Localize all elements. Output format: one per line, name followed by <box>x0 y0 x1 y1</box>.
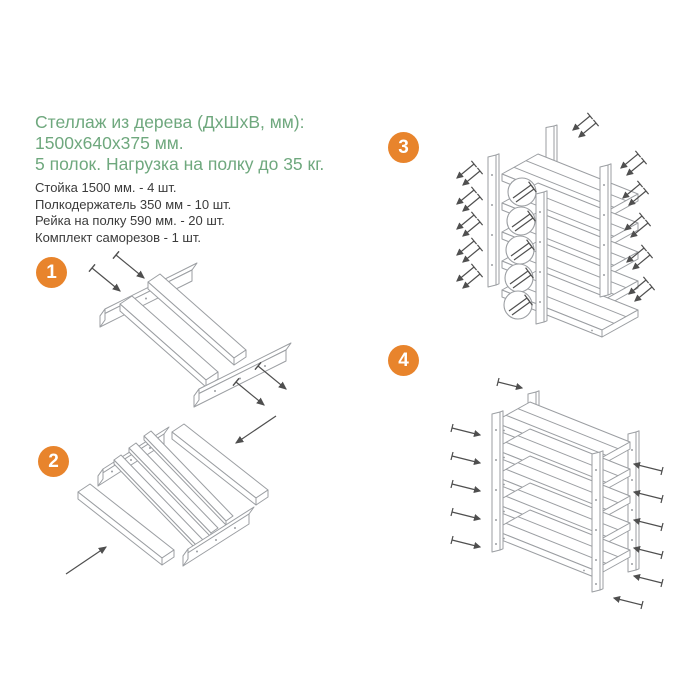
magnifier-circle <box>507 207 535 235</box>
parts-list-item-screws: Комплект саморезов - 1 шт. <box>35 229 201 245</box>
step-4-number-badge: 4 <box>388 345 419 376</box>
parts-list-item-holder: Полкодержатель 350 мм - 10 шт. <box>35 196 232 212</box>
title-line-dimensions: 1500х640х375 мм. <box>35 133 184 153</box>
parts-list <box>35 180 231 246</box>
screw <box>92 255 144 291</box>
magnifier-circle <box>504 291 532 319</box>
step-2-drawing <box>58 410 308 600</box>
shelf-stack <box>494 402 630 577</box>
step-1-drawing <box>86 250 316 412</box>
title-line-capacity: 5 полок. Нагрузка на полку до 35 кг. <box>35 154 325 174</box>
front-post <box>592 451 603 592</box>
step-3-drawing <box>418 110 668 355</box>
post <box>488 154 499 287</box>
step-3-number-badge: 3 <box>388 132 419 163</box>
loose-rail <box>172 424 268 505</box>
shelf-rail <box>148 274 246 365</box>
step-2-number-badge: 2 <box>38 446 69 477</box>
front-post <box>492 411 503 552</box>
front-post <box>536 191 547 324</box>
post <box>600 164 611 297</box>
magnifier-circle <box>505 264 533 292</box>
title-line-name: Стеллаж из дерева (ДхШхВ, мм): <box>35 112 305 132</box>
magnifier-circle <box>508 178 536 206</box>
parts-list-item-rail: Рейка на полку 590 мм. - 20 шт. <box>35 213 225 228</box>
step-4-drawing <box>428 352 678 610</box>
step-1-number-badge: 1 <box>36 257 67 288</box>
parts-list-item-stand: Стойка 1500 мм. - 4 шт. <box>35 180 177 195</box>
product-title <box>35 112 324 175</box>
shelf-rail <box>120 296 218 387</box>
magnifier-circle <box>506 236 534 264</box>
